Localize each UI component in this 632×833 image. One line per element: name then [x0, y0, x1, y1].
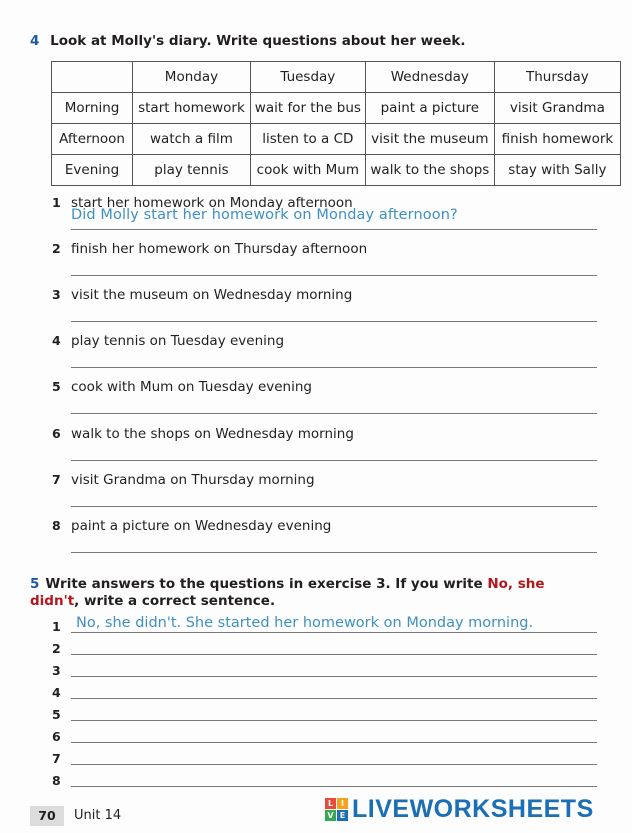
question-number: 8: [52, 518, 61, 533]
question-number: 5: [52, 379, 61, 394]
answer-text[interactable]: Did Molly start her homework on Monday afternoon?: [71, 207, 458, 223]
answer-line[interactable]: [71, 786, 597, 787]
diary-row: [52, 93, 621, 124]
answer-item: [52, 639, 597, 660]
diary-cell: paint a picture: [365, 93, 494, 124]
liveworksheets-logo-icon: [325, 798, 348, 821]
question-item: [52, 379, 597, 425]
molly-diary-table: [51, 61, 621, 186]
diary-header-cell: Wednesday: [365, 62, 494, 93]
question-prompt: visit Grandma on Thursday morning: [71, 472, 315, 488]
question-prompt: paint a picture on Wednesday evening: [71, 518, 332, 534]
question-prompt: cook with Mum on Tuesday evening: [71, 379, 312, 395]
exercise-5-number: 5: [30, 576, 40, 592]
answer-line[interactable]: [71, 764, 597, 765]
brand-name: LIVEWORKSHEETS: [352, 794, 594, 823]
diary-cell: Morning: [52, 93, 133, 124]
answer-item: [52, 705, 597, 726]
question-prompt: start her homework on Monday afternoon: [71, 195, 353, 211]
answer-line[interactable]: [71, 698, 597, 699]
diary-cell: watch a film: [133, 124, 251, 155]
diary-cell: listen to a CD: [250, 124, 365, 155]
question-number: 4: [52, 333, 61, 348]
answer-line[interactable]: [71, 506, 597, 507]
question-prompt: play tennis on Tuesday evening: [71, 333, 285, 349]
answer-number: 7: [52, 751, 61, 766]
answer-line[interactable]: [71, 676, 597, 677]
exercise-4-number: 4: [30, 33, 40, 49]
answer-line[interactable]: [71, 632, 597, 633]
diary-header-cell: Tuesday: [250, 62, 365, 93]
question-prompt: finish her homework on Thursday afternoon: [71, 241, 368, 257]
diary-cell: Afternoon: [52, 124, 133, 155]
answer-number: 6: [52, 729, 61, 744]
diary-cell: visit Grandma: [494, 93, 620, 124]
exercise-5-instruction-start: Write answers to the questions in exercise 3. If you write: [45, 576, 488, 592]
logo-letter: L: [325, 798, 336, 809]
question-item: [52, 333, 597, 379]
unit-label: Unit 14: [74, 808, 122, 823]
exercise-5-heading: [30, 576, 590, 610]
exercise-4-heading: [30, 33, 466, 49]
question-number: 1: [52, 195, 61, 210]
exercise-4-instruction: Look at Molly's diary. Write questions about her week.: [50, 33, 466, 49]
answer-line[interactable]: [71, 654, 597, 655]
answer-line[interactable]: [71, 552, 597, 553]
answer-line[interactable]: [71, 460, 597, 461]
diary-cell: cook with Mum: [250, 155, 365, 186]
answer-line[interactable]: [71, 229, 597, 230]
answer-line[interactable]: [71, 720, 597, 721]
question-item: [52, 241, 597, 287]
question-prompt: walk to the shops on Wednesday morning: [71, 426, 354, 442]
answer-text[interactable]: No, she didn't. She started her homework on Monday morning.: [76, 615, 534, 631]
answer-item: [52, 617, 597, 638]
diary-cell: walk to the shops: [365, 155, 494, 186]
answer-item: [52, 749, 597, 770]
question-item: [52, 426, 597, 472]
answer-line[interactable]: [71, 321, 597, 322]
answer-item: [52, 683, 597, 704]
diary-cell: stay with Sally: [494, 155, 620, 186]
question-number: 7: [52, 472, 61, 487]
answer-line[interactable]: [71, 742, 597, 743]
question-prompt: visit the museum on Wednesday morning: [71, 287, 353, 303]
diary-header-cell: Monday: [133, 62, 251, 93]
diary-cell: wait for the bus: [250, 93, 365, 124]
question-number: 3: [52, 287, 61, 302]
diary-header-cell: Thursday: [494, 62, 620, 93]
page-number: 70: [30, 806, 64, 826]
answer-item: [52, 771, 597, 792]
answer-number: 1: [52, 619, 61, 634]
question-item: [52, 195, 597, 241]
diary-row: [52, 124, 621, 155]
exercise-5-instruction-highlight: No, she didn't: [30, 576, 545, 609]
question-number: 2: [52, 241, 61, 256]
diary-header-cell: [52, 62, 133, 93]
answer-number: 5: [52, 707, 61, 722]
diary-header-row: [52, 62, 621, 93]
question-item: [52, 472, 597, 518]
answer-item: [52, 661, 597, 682]
answer-number: 3: [52, 663, 61, 678]
answer-line[interactable]: [71, 367, 597, 368]
diary-row: [52, 155, 621, 186]
diary-cell: Evening: [52, 155, 133, 186]
answer-line[interactable]: [71, 413, 597, 414]
liveworksheets-brand[interactable]: [325, 796, 594, 822]
answer-number: 2: [52, 641, 61, 656]
question-number: 6: [52, 426, 61, 441]
exercise-5-instruction-end: , write a correct sentence.: [74, 593, 276, 609]
logo-letter: I: [337, 798, 348, 809]
diary-cell: visit the museum: [365, 124, 494, 155]
diary-cell: finish homework: [494, 124, 620, 155]
diary-cell: play tennis: [133, 155, 251, 186]
question-item: [52, 287, 597, 333]
logo-letter: V: [325, 810, 336, 821]
question-item: [52, 518, 597, 564]
answer-number: 4: [52, 685, 61, 700]
answer-line[interactable]: [71, 275, 597, 276]
logo-letter: E: [337, 810, 348, 821]
answer-number: 8: [52, 773, 61, 788]
answer-item: [52, 727, 597, 748]
diary-cell: start homework: [133, 93, 251, 124]
